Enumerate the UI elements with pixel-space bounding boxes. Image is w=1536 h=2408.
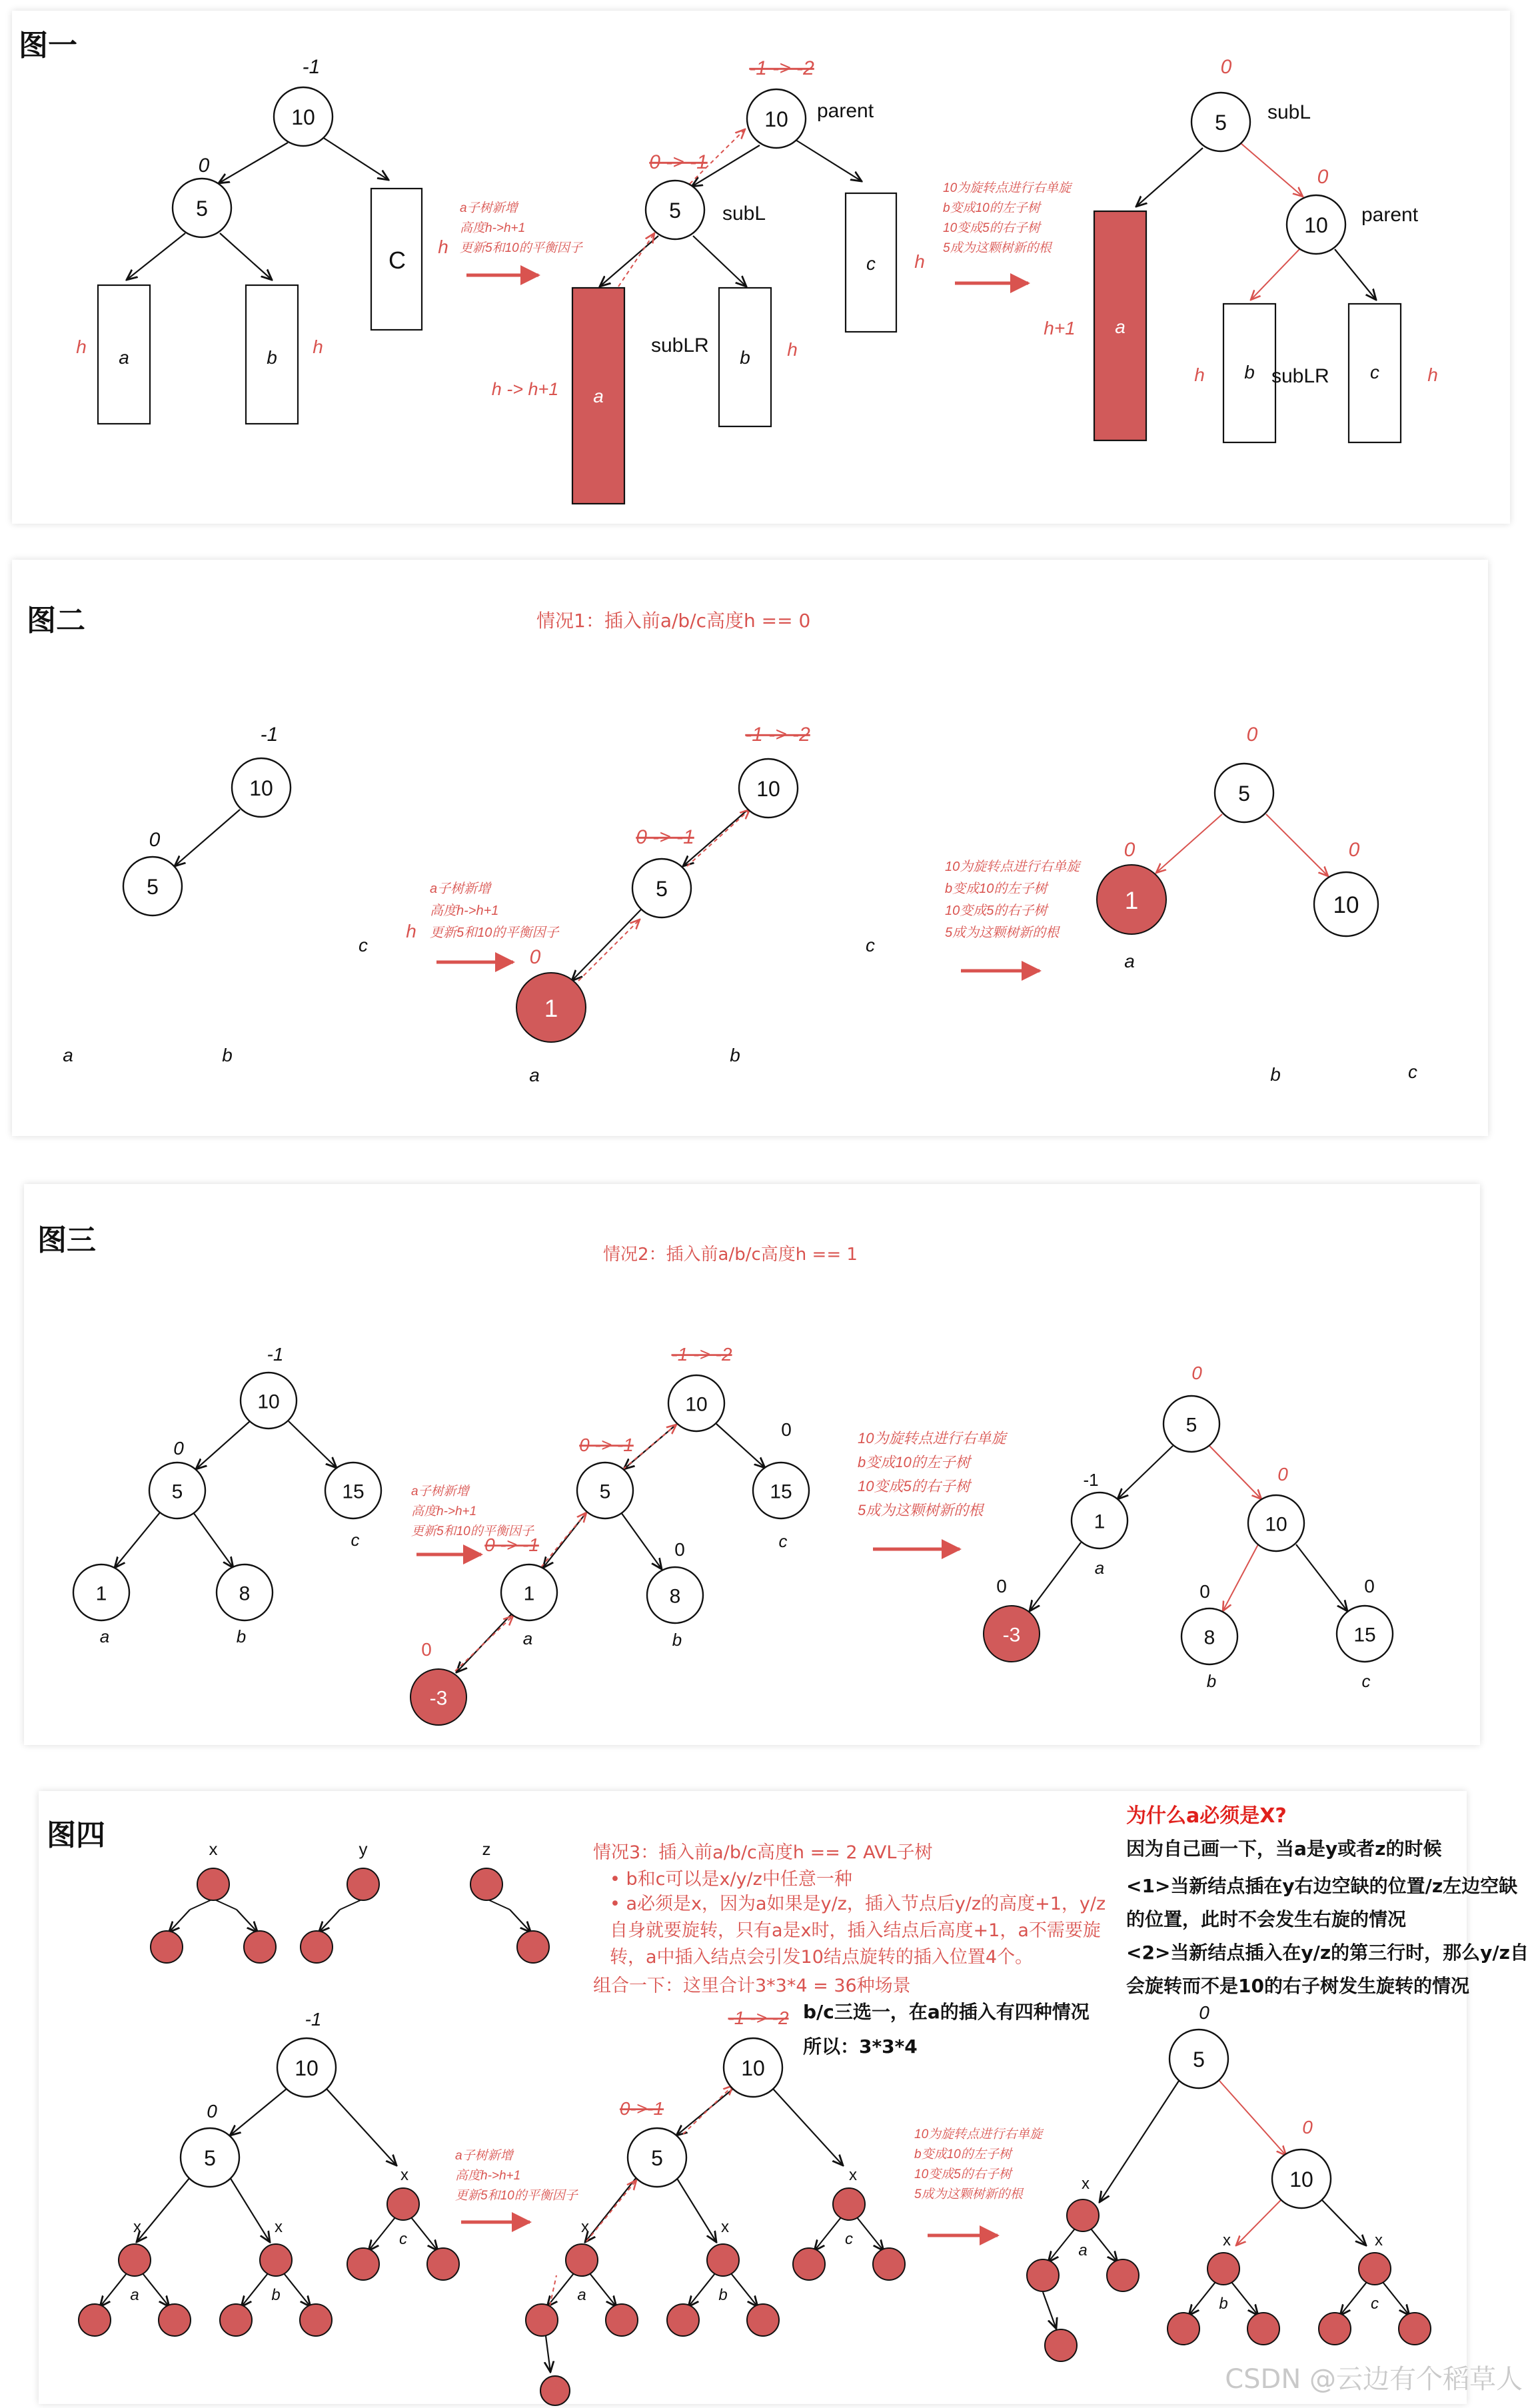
node-label: 1 [523,1582,535,1605]
diagram-label: x [849,2166,857,2184]
diagram-label: a [529,1065,540,1085]
figure-2-title: 图二 [27,604,85,638]
diagram-label: b [1219,2295,1228,2313]
tree-edge [1209,1446,1261,1499]
subtree-a-root [1067,2199,1099,2231]
annotation-note: 10为旋转点进行右单旋 [914,2127,1043,2141]
figure-4-title: 图四 [47,1818,105,1852]
node-label: 10 [1289,2167,1313,2191]
node-label: 5 [171,1481,183,1503]
tree-edge [230,2089,287,2135]
diagram-label: h [313,336,323,357]
annotation-note: 5成为这颗树新的根 [914,2187,1023,2201]
tree-edge [241,2273,268,2307]
diagram-label: b [1206,1671,1217,1691]
diagram-label: a [1094,1558,1105,1578]
subtree-b-child-left [1167,2313,1199,2345]
diagram-label: 0 -> -1 [484,1534,539,1555]
tree-edge [773,2089,843,2165]
why-title: 为什么a必须是X? [1126,1804,1287,1828]
subtree-c-child-right [1399,2313,1431,2345]
diagram-label: b [271,2286,281,2304]
bullet-dot: • [610,1894,626,1914]
subtree-c-child-right [873,2248,905,2280]
diagram-label: 0 [1302,2117,1313,2137]
tree-edge [545,2331,550,2372]
subtree-a-child-left [526,2304,558,2336]
tree-edge [1236,2199,1282,2245]
why-line-3: <2>当新结点插入在y/z的第三行时，那么y/z自会旋转而不是10的右子树发生旋转的情况 [1126,1942,1529,1997]
tree-edge [1030,1542,1081,1611]
node-label: 10 [1304,213,1328,237]
csdn-watermark: CSDN @云边有个稻草人 [1225,2364,1523,2395]
diagram-label: c [1361,1671,1371,1691]
subtree-c-root [1359,2253,1391,2285]
case-3-bullet-1-text: b和c可以是x/y/z中任意一种 [626,1869,852,1890]
tree-edge [572,909,641,981]
diagram-label: -1 [1083,1470,1099,1490]
diagram-label: c [399,2230,407,2248]
diagram-label: x [581,2218,589,2236]
diagram-label: 0 [1277,1464,1288,1485]
tree-edge [796,140,862,181]
dotted-update-arrow [687,810,750,866]
node-label: 8 [1203,1626,1215,1649]
subtree-b-root [260,2244,292,2276]
subtree-a-root [119,2244,151,2276]
diagram-label: h [1427,364,1438,385]
node-label: -3 [429,1687,448,1710]
annotation-note: b变成10的左子树 [943,201,1040,215]
diagram-label: h+1 [1044,318,1076,338]
node-label: 5 [651,2145,663,2170]
tree-edge [814,2217,841,2251]
annotation-note: a子树新增 [411,1485,469,1499]
tree-edge [1251,249,1299,300]
tree-edge [1189,2282,1215,2315]
annotation-note: a子树新增 [455,2149,513,2163]
diagram-label: 0 [173,1438,184,1459]
diagram-label: b [1244,362,1255,382]
diagram-label: c [778,1531,788,1551]
diagram-label: h [76,336,87,357]
subtree-x-child [151,1931,183,1963]
tree-edge [327,2089,396,2165]
node-label: -3 [1002,1624,1021,1646]
tree-edge [319,1910,341,1932]
diagram-label: 0 [1364,1576,1375,1596]
tree-edge [1321,2199,1366,2245]
subtree-b-root [707,2244,739,2276]
diagram-label: 0 [207,2101,217,2121]
tree-edge [510,1910,531,1932]
annotation-note: 高度h->h+1 [455,2169,521,2183]
node-label: 15 [770,1481,792,1503]
bc-choice-text: b/c三选一，在a的插入有四种情况 [803,2001,1090,2023]
diagram-label: 0 [781,1419,792,1440]
tree-edge [284,2273,311,2307]
annotation-note: a子树新增 [460,201,518,215]
annotation-note: 5成为这颗树新的根 [945,925,1060,940]
diagram-label: 0->-1 [619,2098,664,2119]
diagram-label: h [438,237,448,257]
diagram-label: 0 -> -1 [636,826,694,848]
tree-edge [196,1421,250,1469]
node-label: 10 [1333,892,1359,918]
tree-edge [143,2273,169,2307]
diagram-label: a [99,1626,110,1646]
diagram-label: c [845,2230,853,2248]
node-label: 1 [544,995,558,1023]
node-label: 1 [95,1582,107,1605]
subtree-y-child [301,1931,333,1963]
balance-factor-change: 0 -> -1 [649,151,708,173]
case-2-caption: 情况2：插入前a/b/c高度h == 1 [603,1245,858,1265]
diagram-label: 0 [996,1576,1007,1596]
annotation-note: 10变成5的右子树 [858,1478,970,1495]
subtree-a-child-right [159,2304,191,2336]
tree-edge [1266,814,1328,876]
node-label: 5 [1193,2047,1205,2072]
diagram-label: a [522,1628,533,1648]
node-label: 5 [1215,110,1227,135]
tree-edge [1231,2282,1258,2315]
node-label: 5 [656,876,668,901]
tree-edge [1223,1544,1258,1611]
node-label: 10 [1265,1513,1287,1536]
subtree-c-child-left [1319,2313,1351,2345]
subtree-c-child-right [427,2248,459,2280]
diagram-label: subLR [1271,365,1329,387]
tree-edge [590,2273,616,2307]
tree-edge [137,2177,190,2242]
annotation-note: 高度h->h+1 [430,903,499,918]
tree-edge [1043,2292,1056,2329]
diagram-label: b [222,1045,233,1065]
diagram-label: h [1194,364,1205,385]
tree-edge [219,143,288,183]
diagram-label: subL [1267,101,1311,123]
tree-edge [676,2177,716,2242]
diagram-label: 0 [421,1639,432,1660]
diagram-label: parent [817,100,874,122]
subtree-c-child-left [793,2248,825,2280]
diagram-label: y [359,1839,368,1859]
tree-edge [100,2273,127,2307]
diagram-label: -1 -> -2 [671,1344,732,1365]
tree-edge [1136,148,1203,207]
diagram-label: 0 [674,1539,685,1560]
tree-edge [411,2217,438,2251]
diagram-label: b [267,347,277,368]
subtree-b-child-right [1247,2313,1279,2345]
subtree-b-child-left [667,2304,699,2336]
diagram-label: c [359,935,368,955]
tree-edge [1241,143,1303,197]
tree-edge [857,2217,884,2251]
annotation-note: 10为旋转点进行右单旋 [945,860,1080,874]
annotation-note: 更新5和10的平衡因子 [411,1524,534,1538]
dotted-update-arrow [618,233,654,287]
tree-edge [1100,2081,1179,2202]
diagram-label: a [1078,2241,1088,2259]
diagram-label: a [577,2286,586,2304]
dotted-update-arrow [586,2180,636,2241]
annotation-note: 更新5和10的平衡因子 [455,2189,578,2203]
tree-edge [237,1910,258,1932]
node-label: 5 [204,2145,216,2170]
node-label: 5 [196,196,208,221]
diagram-label: -1 -> -2 [745,724,810,746]
diagram-label: 0 [529,946,541,968]
diagram-label: 0 [149,829,161,851]
node-label: 5 [1238,781,1250,806]
diagram-label: subL [722,203,766,225]
node-label: 8 [669,1585,681,1608]
annotation-note: 5成为这颗树新的根 [943,241,1052,255]
diagram-label: x [1082,2175,1090,2193]
tree-edge [220,233,272,280]
annotation-note: 10为旋转点进行右单旋 [858,1430,1006,1447]
tree-edge [1156,814,1222,873]
subtree-z-child [517,1931,549,1963]
annotation-note: 更新5和10的平衡因子 [460,241,582,255]
case-1-caption: 情况1：插入前a/b/c高度h == 0 [536,610,811,632]
balance-factor: -1 [302,56,321,78]
tree-edge [716,1424,765,1468]
diagram-label: c [866,935,875,955]
diagram-label: C [388,247,406,274]
diagram-label: h [914,251,925,272]
diagram-label: -1 [305,2009,322,2030]
node-label: 10 [295,2056,319,2080]
why-line-2: <1>当新结点插在y右边空缺的位置/z左边空缺的位置，此时不会发生右旋的情况 [1126,1875,1518,1930]
tree-edge [621,1512,662,1569]
tree-edge [547,2273,574,2307]
case-3-caption: 情况3：插入前a/b/c高度h == 2 AVL子树 [593,1842,933,1863]
diagram-label: 0 [1199,2002,1209,2023]
diagram-label: a [593,386,604,406]
tree-edge [1383,2282,1409,2315]
subtree-b-child-right [747,2304,779,2336]
diagram-label: x [1223,2231,1231,2249]
tree-edge [1048,2229,1075,2262]
tree-edge [693,236,746,287]
subtree-b-root [1207,2253,1239,2285]
node-label: 10 [249,776,273,800]
tree-edge [731,2273,758,2307]
annotation-note: 10变成5的右子树 [914,2167,1012,2181]
diagram-label: -1 [260,724,279,746]
annotation-note: b变成10的左子树 [945,882,1048,896]
tree-edge [1118,1446,1173,1499]
annotation-note: b变成10的左子树 [858,1454,970,1471]
tree-edge [169,1910,191,1932]
diagram-label: x [209,1839,218,1859]
balance-factor-change: -1 -> -2 [749,57,814,79]
node-label: 5 [599,1481,611,1503]
diagram-label: b [740,347,750,368]
subtree-x-child [244,1931,276,1963]
subtree-a-child-left [79,2304,111,2336]
subtree-z-root [470,1868,502,1900]
diagram-label: parent [1361,204,1419,226]
diagram-label: b [730,1045,740,1065]
bullet-dot: • [610,1869,626,1890]
figure-1-title: 图一 [19,29,77,63]
node-label: 10 [257,1391,280,1413]
diagram-label: 0 [1191,1363,1202,1383]
diagram-label: -1 -> -2 [728,2008,789,2028]
subtree-c-root [387,2188,419,2220]
diagram-label: b [672,1630,682,1650]
diagram-label: h [406,921,416,941]
tree-edge [323,137,388,180]
diagram-label: x [133,2218,141,2236]
diagram-label: a [63,1045,73,1065]
diagram-label: a [130,2286,139,2304]
subtree-c-root [833,2188,865,2220]
tree-edge [115,1512,160,1568]
tree-edge [175,810,240,866]
annotation-note: 高度h->h+1 [460,221,526,235]
tree-edge [1335,249,1376,300]
annotation-note: 10为旋转点进行右单旋 [943,181,1072,195]
tree-edge [1091,2229,1118,2262]
tree-edge [600,236,658,287]
node-label: 5 [1185,1414,1197,1437]
annotation-note: 10变成5的右子树 [943,221,1040,235]
dotted-update-arrow [578,919,640,981]
diagram-label: c [351,1530,360,1550]
subtree-a-root [566,2244,598,2276]
diagram-label: c [1408,1061,1417,1082]
diagram-label: 0 [1348,839,1360,861]
so-text: 所以：3*3*4 [803,2036,918,2058]
diagram-label: 0 [1246,724,1258,746]
diagram-label: x [400,2166,408,2184]
diagram-label: subLR [651,334,709,356]
node-label: 15 [1353,1624,1376,1646]
dotted-update-arrow [541,1512,586,1567]
diagram-label: h [787,339,798,360]
why-line-1: 因为自己画一下，当a是y或者z的时候 [1126,1838,1442,1860]
new-inserted-node [540,2376,570,2405]
node-label: 10 [764,107,788,131]
case-3-combo: 组合一下：这里合计3*3*4 = 36种场景 [593,1976,911,1996]
node-label: 5 [669,198,681,223]
tree-edge [127,233,185,280]
tree-edge [688,2273,715,2307]
dotted-update-arrow [455,1616,513,1671]
tree-edge [230,2177,270,2242]
tree-edge [1340,2282,1367,2315]
new-inserted-node [1045,2329,1077,2361]
annotation-note: 高度h->h+1 [411,1505,477,1518]
node-label: 10 [741,2056,765,2080]
node-label: 10 [291,105,315,129]
diagram-label: x [1375,2231,1383,2249]
diagram-label: b [718,2286,728,2304]
diagram-label: c [1370,362,1379,382]
annotation-note: 更新5和10的平衡因子 [430,925,559,940]
subtree-a-child-right [606,2304,638,2336]
annotation-note: b变成10的左子树 [914,2147,1012,2161]
diagram-label: 0 -> -1 [579,1435,634,1455]
diagram-label: c [866,253,876,274]
tree-edge [289,1421,337,1468]
tree-edge [585,2177,636,2242]
diagram-label: 0 [1199,1581,1210,1602]
tree-edge [1296,1544,1347,1611]
subtree-a-child-left [1027,2259,1059,2291]
balance-factor: 0 [1220,56,1232,78]
subtree-x-root [197,1868,229,1900]
tree-edge [193,1512,233,1568]
diagram-label: b [236,1626,247,1646]
subtree-b-child-left [220,2304,252,2336]
diagram-label: c [1371,2295,1379,2313]
node-label: 5 [147,874,159,899]
diagram-label: x [721,2218,729,2236]
case-3-bullet-2-text: a必须是x，因为a如果是y/z，插入节点后y/z的高度+1，y/z自身就要旋转，只有a是x时，插入结点后高度+1，a不需要旋转，a中插入结点会引发10结点旋转的插入位置4个。 [610,1894,1106,1968]
subtree-c-child-left [347,2248,379,2280]
balance-factor: 0 [198,155,210,177]
node-label: 1 [1094,1510,1106,1533]
node-label: 10 [756,776,780,801]
node-label: 15 [342,1481,365,1503]
tree-edge [369,2217,395,2251]
node-label: 8 [239,1582,251,1605]
diagram-label: a [1115,316,1126,337]
diagram-label: -1 [267,1344,284,1365]
diagram-label: z [482,1839,491,1859]
annotation-note: a子树新增 [430,882,491,896]
subtree-a-child-right [1107,2259,1139,2291]
annotation-note: 10变成5的右子树 [945,903,1048,918]
node-label: 10 [685,1393,708,1416]
annotation-note: 5成为这颗树新的根 [858,1502,984,1518]
subtree-b-child-right [300,2304,332,2336]
diagram-label: x [275,2218,283,2236]
diagram-label: a [1124,951,1135,971]
tree-edge [1219,2081,1286,2155]
node-label: 1 [1124,887,1139,915]
subtree-y-root [347,1868,379,1900]
diagram-label: a [119,347,129,368]
balance-factor: 0 [1317,166,1329,188]
diagram-label: b [1270,1064,1281,1085]
diagram-label: 0 [1124,839,1136,861]
figure-3-title: 图三 [37,1223,96,1257]
height-change: h -> h+1 [491,379,559,399]
